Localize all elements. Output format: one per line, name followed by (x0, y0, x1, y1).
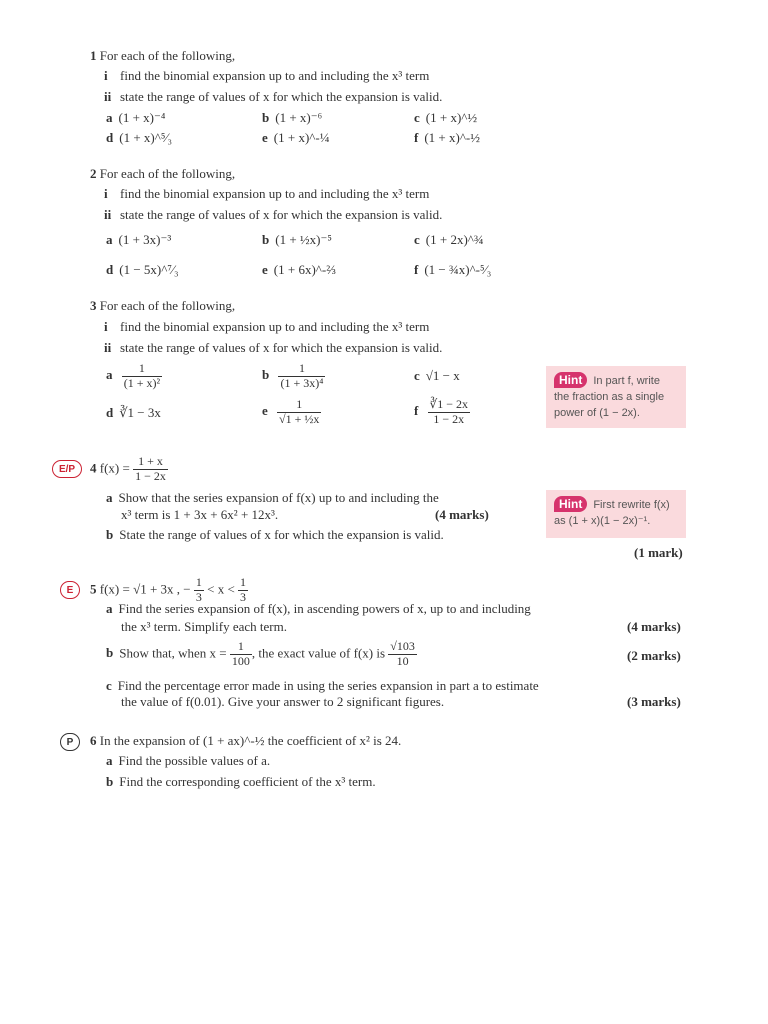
q3-intro (90, 298, 235, 314)
q4-number: 4 (90, 460, 97, 476)
q4-part-a-line2: x³ term is 1 + 3x + 6x² + 12x³. (121, 507, 279, 522)
q3-step-i: i find the binomial expansion up to and including the x³ term (104, 319, 430, 334)
q2-part-b: b (1 + ½x)⁻⁵ (262, 232, 332, 247)
exam-problem-badge: E/P (52, 460, 82, 478)
q6-part-b: b Find the corresponding coefficient of the x³ term. (106, 774, 376, 789)
q1-step-i (104, 68, 429, 84)
q5-part-b: b Show that, when x = $\frac{1}{100}$ , the exact value of f(x) is $\frac{√103}{10}$ (106, 639, 415, 668)
q1-part-c: c (1 + x)^½ (414, 110, 478, 125)
q6-part-a: a Find the possible values of a. (106, 753, 271, 768)
q3-part-c: c √1 − x (414, 368, 460, 383)
hint-tag: Hint (554, 372, 587, 388)
q3-number: 3 (90, 298, 97, 313)
q4-f-lhs: f(x) = (99, 460, 130, 476)
q3-hint-text: In part f, write the fraction as a single power of (1 − 2x). (554, 375, 665, 419)
q2-step-i: i find the binomial expansion up to and including the x³ term (104, 186, 430, 201)
q3-part-f: f $\frac{∛1 - 2x}{1 - 2x}$ (414, 397, 469, 426)
q1-part-e: e (1 + x)^-¼ (262, 130, 330, 145)
q4-part-b: b State the range of values of x for which the expansion is valid. (106, 527, 444, 542)
q3-e-fraction: $\frac{1}{\text{√1 + ½x}}$ (279, 397, 320, 426)
q3-part-d: d ∛1 − 3x (106, 405, 161, 420)
q2-step-ii: ii state the range of values of x for which the expansion is valid. (104, 207, 443, 222)
q3-hint-box (546, 366, 686, 428)
q2-part-e: e (1 + 6x)^-⅔ (262, 262, 336, 277)
q1-intro-text: For each of the following, (99, 48, 236, 63)
q4-a-marks: (4 marks) (435, 507, 489, 522)
q4-hint-text: First rewrite f(x) as (1 + x)(1 − 2x)⁻¹. (554, 499, 670, 527)
q1-intro (90, 48, 235, 64)
q5-number: 5 (90, 581, 97, 597)
q1-number: 1 (90, 48, 97, 63)
q1-i-label: i (104, 68, 108, 83)
q1-part-b: b (1 + x)⁻⁶ (262, 110, 323, 125)
q3-b-fraction: $\frac{1}{\text{(1 + 3x)⁴}}$ (280, 361, 324, 390)
q3-step-ii: ii state the range of values of x for which the expansion is valid. (104, 340, 443, 355)
q5-part-c-line2: the value of f(0.01). Give your answer to 2 significant figures. (121, 694, 445, 709)
exam-badge: E (60, 581, 80, 599)
q5-part-a-line2: the x³ term. Simplify each term. (121, 619, 287, 634)
q5-part-a-line1: a Find the series expansion of f(x), in ascending powers of x, up to and including (106, 601, 531, 616)
q4-part-a-line1: a Show that the series expansion of f(x) up to and including the (106, 490, 439, 505)
q6-number: 6 (90, 733, 97, 748)
problem-solving-badge: P (60, 733, 80, 751)
q1-part-d: d (1 + x)^⁵⁄₃ (106, 130, 173, 145)
q5-a-marks: (4 marks) (627, 619, 681, 634)
q3-f-fraction: $\frac{∛1 - 2x}{1 - 2x}$ (429, 397, 469, 426)
q2-part-d: d (1 − 5x)^⁷⁄₃ (106, 262, 179, 277)
q1-i-text: find the binomial expansion up to and including the x³ term (120, 68, 430, 83)
q2-number: 2 (90, 166, 97, 181)
q5-c-marks: (3 marks) (627, 694, 681, 709)
q3-a-fraction: $\frac{1}{\text{(1 + x)²}}$ (123, 361, 161, 390)
q3-intro-text: For each of the following, (99, 298, 236, 313)
q6-intro-text: In the expansion of (1 + ax)^-½ the coefficient of x² is 24. (99, 733, 402, 748)
q5-b-marks: (2 marks) (627, 648, 681, 663)
q2-intro (90, 166, 235, 182)
q4-header (90, 455, 168, 484)
q1-ii-text: state the range of values of x for which the expansion is valid. (120, 89, 443, 104)
q1-part-f: f (1 + x)^-½ (414, 130, 481, 145)
q4-f-fraction: $\frac{1 + x}{1 - 2x}$ (135, 454, 166, 483)
q6-header (90, 733, 401, 749)
q4-b-marks: (1 mark) (634, 545, 683, 560)
q2-part-a: a (1 + 3x)⁻³ (106, 232, 172, 247)
q5-f-text: f(x) = √1 + 3x , − (99, 581, 191, 597)
q2-part-c: c (1 + 2x)^¾ (414, 232, 484, 247)
q2-part-f: f (1 − ¾x)^-⁵⁄₃ (414, 262, 492, 277)
q1-ii-label: ii (104, 89, 112, 104)
q3-part-e: e $\frac{1}{\text{√1 + ½x}}$ (262, 397, 320, 426)
q3-part-b: b $\frac{1}{\text{(1 + 3x)⁴}}$ (262, 361, 324, 390)
q3-part-a: a $\frac{1}{\text{(1 + x)²}}$ (106, 361, 161, 390)
q1-step-ii (104, 89, 442, 105)
q1-part-a: a (1 + x)⁻⁴ (106, 110, 166, 125)
hint-tag: Hint (554, 496, 587, 512)
q2-intro-text: For each of the following, (99, 166, 236, 181)
q5-part-c-line1: c Find the percentage error made in using the series expansion in part a to estimate (106, 678, 539, 693)
q5-header: 5 f(x) = √1 + 3x , − $\frac{1}{3}$ < x < $\frac{1}{3}$ (90, 575, 247, 604)
q4-hint-box (546, 490, 686, 538)
